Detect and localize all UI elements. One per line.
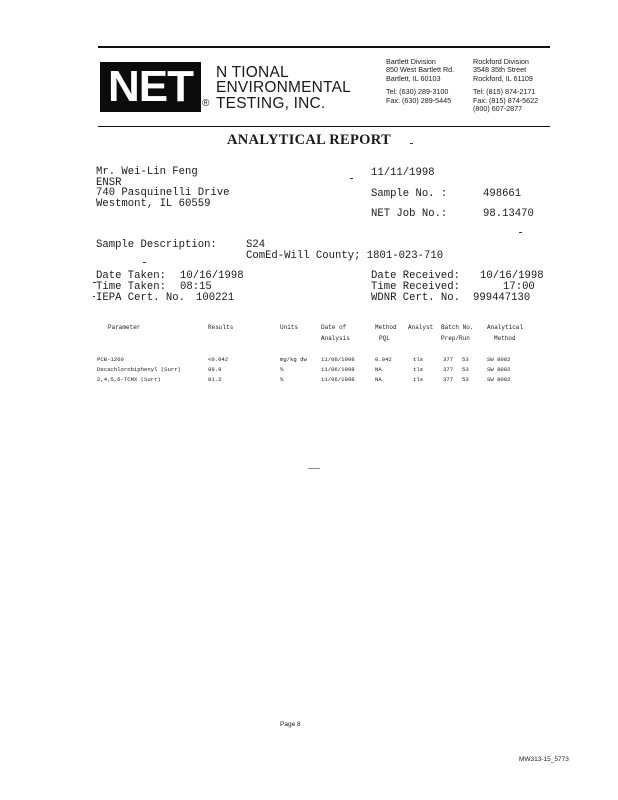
cell-pql: 0.042 (375, 356, 392, 363)
cell-result: <0.042 (208, 356, 229, 363)
sample-description-label: Sample Description: (96, 239, 217, 251)
page-number: Page 8 (280, 721, 301, 728)
cell-units: % (280, 366, 284, 373)
cell-parameter: PCB-1260 (97, 356, 124, 363)
col-header-results: Results (208, 324, 234, 331)
time-received-value: 17:00 (503, 281, 535, 293)
scan-speck (410, 143, 413, 144)
rockford-line: Tel: (815) 874-2171 (473, 87, 536, 97)
company-name-line1: N TIONAL (216, 64, 289, 81)
col-header-date-of: Date of (321, 324, 347, 331)
client-name: Mr. Wei-Lin Feng (96, 166, 198, 178)
client-org: ENSR (96, 177, 122, 189)
time-received-label: Time Received: (371, 281, 461, 293)
net-logo: NET (100, 62, 201, 112)
cell-date: 11/06/1998 (321, 366, 355, 373)
job-no-value: 98.13470 (483, 208, 534, 220)
col-header-method: Method (375, 324, 397, 331)
cell-analyst: tls (413, 376, 424, 383)
sample-no-label: Sample No. : (371, 188, 448, 200)
client-city: Westmont, IL 60559 (96, 198, 211, 210)
header-rule-top (98, 46, 550, 48)
rockford-line: Fax: (815) 874-5622 (473, 95, 539, 105)
cell-method: SW 8082 (487, 366, 511, 373)
cell-analyst: tls (413, 356, 424, 363)
client-street: 740 Pasquinelli Drive (96, 187, 230, 199)
cell-run: 53 (462, 376, 469, 383)
rockford-line: Rockford Division (473, 57, 529, 66)
cell-prep: 377 (443, 366, 454, 373)
wdnr-label: WDNR Cert. No. (371, 292, 461, 304)
job-no-label: NET Job No.: (371, 208, 448, 220)
col-header-units: Units (280, 324, 299, 331)
cell-pql: NA (375, 366, 382, 373)
cell-pql: NA (375, 376, 382, 383)
bartlett-line: Tel: (630) 289-3100 (386, 87, 449, 97)
time-taken-value: 08:15 (180, 281, 212, 293)
col-header-pql: PQL (379, 335, 390, 342)
cell-result: 89.9 (208, 366, 222, 373)
cell-date: 11/06/1998 (321, 356, 355, 363)
rockford-division-address (473, 58, 538, 113)
col-header-analyst: Analyst (408, 324, 434, 331)
col-header-analysis: Analysis (321, 335, 350, 342)
report-title: ANALYTICAL REPORT (227, 132, 391, 148)
cell-prep: 377 (443, 376, 454, 383)
sample-description-site: ComEd-Will County; 1801-023-710 (246, 250, 444, 262)
date-received-value: 10/16/1998 (480, 270, 544, 282)
document-id: MW313-15_5773 (519, 756, 569, 763)
company-name-line3: TESTING, INC. (216, 95, 326, 112)
sample-no-value: 498661 (483, 188, 522, 200)
rockford-line: Rockford, IL 61109 (473, 73, 533, 83)
bartlett-line: Fax: (630) 289-5445 (386, 95, 452, 105)
report-date: 11/11/1998 (371, 167, 435, 179)
bartlett-line: 850 West Bartlett Rd. (386, 65, 455, 75)
cell-units: % (280, 376, 284, 383)
col-header-parameter: Parameter (108, 324, 141, 331)
header-rule-bottom (98, 126, 550, 127)
bartlett-division-address (386, 58, 454, 105)
cell-parameter: Decachlorobiphenyl (Surr) (97, 366, 181, 373)
scan-speck (350, 178, 353, 179)
bartlett-line: Bartlett, IL 60103 (386, 73, 441, 83)
col-header-analytical-method: Method (494, 335, 516, 342)
date-taken-label: Date Taken: (96, 270, 166, 282)
scan-speck (143, 262, 146, 263)
company-name-line2: ENVIRONMENTAL (216, 79, 351, 96)
cell-units: mg/kg dw (280, 356, 307, 363)
date-received-label: Date Received: (371, 270, 461, 282)
cell-run: 53 (462, 366, 469, 373)
col-header-analytical: Analytical (487, 324, 524, 331)
cell-result: 81.2 (208, 376, 222, 383)
cell-method: SW 8082 (487, 376, 511, 383)
registered-mark-icon: ® (202, 98, 210, 109)
cell-parameter: 2,4,5,6-TCMX (Surr) (97, 376, 161, 383)
col-header-batch-no: Batch No. (441, 324, 474, 331)
sample-description-code: S24 (246, 239, 266, 251)
scan-speck (519, 232, 522, 233)
iepa-label: IEPA Cert. No. (96, 292, 186, 304)
rockford-line: (800) 607-2877 (473, 104, 523, 114)
scan-speck (308, 468, 320, 469)
scan-speck (93, 282, 96, 283)
cell-analyst: tls (413, 366, 424, 373)
cell-prep: 377 (443, 356, 454, 363)
date-taken-value: 10/16/1998 (180, 270, 244, 282)
bartlett-line: Bartlett Division (386, 57, 436, 66)
wdnr-value: 999447130 (473, 292, 531, 304)
rockford-line: 3548 35th Street (473, 65, 527, 75)
cell-run: 53 (462, 356, 469, 363)
time-taken-label: Time Taken: (96, 281, 166, 293)
scan-speck (93, 296, 95, 297)
cell-date: 11/06/1998 (321, 376, 355, 383)
iepa-value: 100221 (196, 292, 235, 304)
col-header-prep-run: Prep/Run (441, 335, 470, 342)
cell-method: SW 8082 (487, 356, 511, 363)
